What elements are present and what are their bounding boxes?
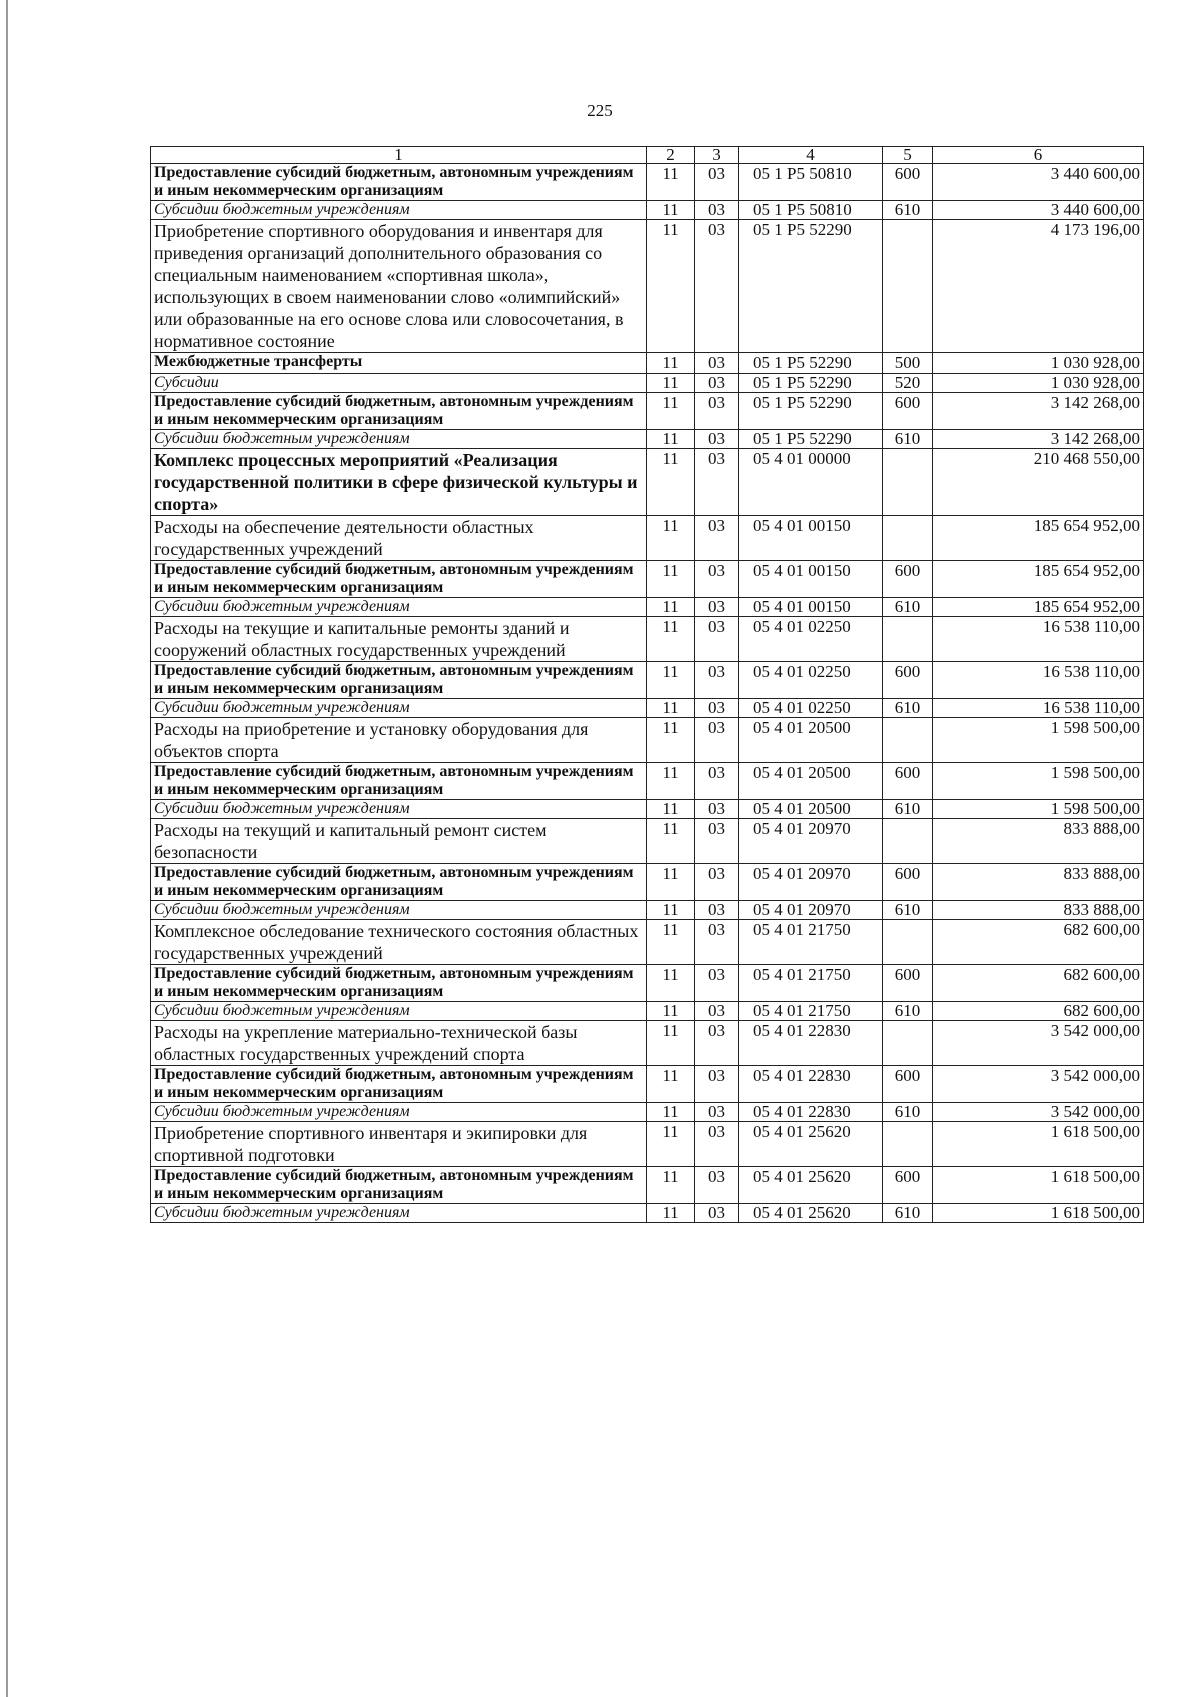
- item-name-cell: Предоставление субсидий бюджетным, автономным учреждениям и иным некоммерческим организациям: [151, 1066, 647, 1103]
- expense-type-code-cell: [883, 819, 933, 864]
- item-name-cell: Субсидии: [151, 374, 647, 393]
- subsection-code-cell: 03: [695, 353, 739, 374]
- section-code-cell: 11: [647, 718, 695, 763]
- expense-type-code-cell: 500: [883, 353, 933, 374]
- expense-type-code-cell: 600: [883, 965, 933, 1002]
- section-code-cell: 11: [647, 353, 695, 374]
- page-number: 225: [587, 101, 613, 120]
- table-row: [151, 901, 1144, 920]
- subsection-code-cell: 03: [695, 393, 739, 430]
- item-name-cell: Предоставление субсидий бюджетным, автономным учреждениям и иным некоммерческим организациям: [151, 1167, 647, 1204]
- header-cell-2: 2: [647, 147, 695, 164]
- target-article-code-cell: 05 4 01 00000: [739, 449, 883, 516]
- expense-type-code-cell: [883, 1122, 933, 1167]
- amount-cell: 833 888,00: [933, 901, 1144, 920]
- amount-cell: 4 173 196,00: [933, 220, 1144, 353]
- target-article-code-cell: 05 4 01 25620: [739, 1204, 883, 1223]
- target-article-code-cell: 05 4 01 20500: [739, 800, 883, 819]
- section-code-cell: 11: [647, 819, 695, 864]
- subsection-code-cell: 03: [695, 718, 739, 763]
- table-row: [151, 920, 1144, 965]
- target-article-code-cell: 05 4 01 25620: [739, 1122, 883, 1167]
- section-code-cell: 11: [647, 617, 695, 662]
- item-name-cell: Субсидии бюджетным учреждениям: [151, 1002, 647, 1021]
- section-code-cell: 11: [647, 1204, 695, 1223]
- target-article-code-cell: 05 4 01 20970: [739, 901, 883, 920]
- table-row: [151, 1002, 1144, 1021]
- item-name-cell: Расходы на обеспечение деятельности областных государственных учреждений: [151, 516, 647, 561]
- section-code-cell: 11: [647, 220, 695, 353]
- table-row: [151, 201, 1144, 220]
- item-name-cell: Субсидии бюджетным учреждениям: [151, 699, 647, 718]
- item-name-cell: Субсидии бюджетным учреждениям: [151, 430, 647, 449]
- amount-cell: 1 618 500,00: [933, 1122, 1144, 1167]
- expense-type-code-cell: 600: [883, 662, 933, 699]
- expense-type-code-cell: 610: [883, 598, 933, 617]
- item-name-cell: Комплекс процессных мероприятий «Реализация государственной политики в сфере физической культуры и спорта»: [151, 449, 647, 516]
- item-name-cell: Приобретение спортивного оборудования и инвентаря для приведения организаций дополнительного образования со специальным наименованием «спортивная школа», использующих в своем наименовании слово «олимпийский» или образованные на его основе слова или словосочетания, в нормативное состояние: [151, 220, 647, 353]
- expense-type-code-cell: 600: [883, 763, 933, 800]
- expense-type-code-cell: 600: [883, 393, 933, 430]
- item-name-cell: Субсидии бюджетным учреждениям: [151, 1204, 647, 1223]
- section-code-cell: 11: [647, 965, 695, 1002]
- section-code-cell: 11: [647, 164, 695, 201]
- section-code-cell: 11: [647, 1021, 695, 1066]
- amount-cell: 1 618 500,00: [933, 1204, 1144, 1223]
- amount-cell: 3 142 268,00: [933, 430, 1144, 449]
- section-code-cell: 11: [647, 561, 695, 598]
- amount-cell: 3 542 000,00: [933, 1066, 1144, 1103]
- table-row: [151, 561, 1144, 598]
- target-article-code-cell: 05 1 P5 52290: [739, 393, 883, 430]
- subsection-code-cell: 03: [695, 164, 739, 201]
- section-code-cell: 11: [647, 1002, 695, 1021]
- target-article-code-cell: 05 4 01 21750: [739, 920, 883, 965]
- section-code-cell: 11: [647, 374, 695, 393]
- expense-type-code-cell: 610: [883, 1103, 933, 1122]
- subsection-code-cell: 03: [695, 1066, 739, 1103]
- table-row: [151, 1103, 1144, 1122]
- header-cell-4: 4: [739, 147, 883, 164]
- item-name-cell: Приобретение спортивного инвентаря и экипировки для спортивной подготовки: [151, 1122, 647, 1167]
- subsection-code-cell: 03: [695, 920, 739, 965]
- table-row: [151, 965, 1144, 1002]
- amount-cell: 1 618 500,00: [933, 1167, 1144, 1204]
- expense-type-code-cell: 610: [883, 430, 933, 449]
- table-row: [151, 1122, 1144, 1167]
- scan-edge-line: [6, 0, 8, 1697]
- target-article-code-cell: 05 1 P5 52290: [739, 430, 883, 449]
- subsection-code-cell: 03: [695, 1002, 739, 1021]
- expense-type-code-cell: 600: [883, 164, 933, 201]
- target-article-code-cell: 05 4 01 02250: [739, 699, 883, 718]
- expense-type-code-cell: [883, 516, 933, 561]
- item-name-cell: Предоставление субсидий бюджетным, автономным учреждениям и иным некоммерческим организациям: [151, 864, 647, 901]
- table-row: [151, 662, 1144, 699]
- section-code-cell: 11: [647, 201, 695, 220]
- target-article-code-cell: 05 1 P5 52290: [739, 374, 883, 393]
- target-article-code-cell: 05 4 01 20970: [739, 864, 883, 901]
- section-code-cell: 11: [647, 449, 695, 516]
- subsection-code-cell: 03: [695, 1204, 739, 1223]
- target-article-code-cell: 05 4 01 00150: [739, 598, 883, 617]
- expense-type-code-cell: [883, 920, 933, 965]
- target-article-code-cell: 05 4 01 20500: [739, 763, 883, 800]
- table-row: [151, 353, 1144, 374]
- item-name-cell: Субсидии бюджетным учреждениям: [151, 901, 647, 920]
- expense-type-code-cell: 600: [883, 1066, 933, 1103]
- amount-cell: 3 440 600,00: [933, 164, 1144, 201]
- section-code-cell: 11: [647, 393, 695, 430]
- table-row: [151, 1021, 1144, 1066]
- target-article-code-cell: 05 4 01 21750: [739, 1002, 883, 1021]
- target-article-code-cell: 05 4 01 22830: [739, 1066, 883, 1103]
- section-code-cell: 11: [647, 598, 695, 617]
- table-row: [151, 1066, 1144, 1103]
- item-name-cell: Предоставление субсидий бюджетным, автономным учреждениям и иным некоммерческим организациям: [151, 662, 647, 699]
- header-cell-3: 3: [695, 147, 739, 164]
- table-row: [151, 220, 1144, 353]
- section-code-cell: 11: [647, 864, 695, 901]
- header-cell-6: 6: [933, 147, 1144, 164]
- expense-type-code-cell: 520: [883, 374, 933, 393]
- section-code-cell: 11: [647, 430, 695, 449]
- amount-cell: 1 030 928,00: [933, 353, 1144, 374]
- amount-cell: 3 542 000,00: [933, 1021, 1144, 1066]
- table-row: [151, 393, 1144, 430]
- subsection-code-cell: 03: [695, 449, 739, 516]
- subsection-code-cell: 03: [695, 430, 739, 449]
- target-article-code-cell: 05 4 01 02250: [739, 662, 883, 699]
- target-article-code-cell: 05 4 01 20970: [739, 819, 883, 864]
- expense-type-code-cell: 600: [883, 864, 933, 901]
- subsection-code-cell: 03: [695, 864, 739, 901]
- section-code-cell: 11: [647, 1066, 695, 1103]
- table-row: [151, 699, 1144, 718]
- subsection-code-cell: 03: [695, 965, 739, 1002]
- subsection-code-cell: 03: [695, 1122, 739, 1167]
- amount-cell: 3 542 000,00: [933, 1103, 1144, 1122]
- expense-type-code-cell: [883, 718, 933, 763]
- amount-cell: 3 142 268,00: [933, 393, 1144, 430]
- table-row: [151, 864, 1144, 901]
- table-row: [151, 1167, 1144, 1204]
- section-code-cell: 11: [647, 1103, 695, 1122]
- section-code-cell: 11: [647, 1167, 695, 1204]
- table-row: [151, 449, 1144, 516]
- target-article-code-cell: 05 4 01 02250: [739, 617, 883, 662]
- amount-cell: 1 598 500,00: [933, 763, 1144, 800]
- table-row: [151, 617, 1144, 662]
- subsection-code-cell: 03: [695, 561, 739, 598]
- item-name-cell: Расходы на текущий и капитальный ремонт систем безопасности: [151, 819, 647, 864]
- table-row: [151, 763, 1144, 800]
- subsection-code-cell: 03: [695, 699, 739, 718]
- amount-cell: 3 440 600,00: [933, 201, 1144, 220]
- budget-table: [150, 146, 1144, 1223]
- expense-type-code-cell: 610: [883, 800, 933, 819]
- header-cell-5: 5: [883, 147, 933, 164]
- item-name-cell: Предоставление субсидий бюджетным, автономным учреждениям и иным некоммерческим организациям: [151, 763, 647, 800]
- header-row: [151, 147, 1144, 164]
- subsection-code-cell: 03: [695, 516, 739, 561]
- target-article-code-cell: 05 1 P5 52290: [739, 220, 883, 353]
- amount-cell: 16 538 110,00: [933, 699, 1144, 718]
- table-row: [151, 819, 1144, 864]
- subsection-code-cell: 03: [695, 374, 739, 393]
- amount-cell: 833 888,00: [933, 819, 1144, 864]
- expense-type-code-cell: [883, 1021, 933, 1066]
- subsection-code-cell: 03: [695, 662, 739, 699]
- amount-cell: 185 654 952,00: [933, 598, 1144, 617]
- section-code-cell: 11: [647, 516, 695, 561]
- table-row: [151, 430, 1144, 449]
- amount-cell: 16 538 110,00: [933, 662, 1144, 699]
- expense-type-code-cell: 610: [883, 201, 933, 220]
- item-name-cell: Предоставление субсидий бюджетным, автономным учреждениям и иным некоммерческим организациям: [151, 393, 647, 430]
- section-code-cell: 11: [647, 920, 695, 965]
- item-name-cell: Субсидии бюджетным учреждениям: [151, 800, 647, 819]
- target-article-code-cell: 05 4 01 00150: [739, 561, 883, 598]
- header-cell-1: 1: [151, 147, 647, 164]
- target-article-code-cell: 05 4 01 22830: [739, 1103, 883, 1122]
- table-row: [151, 164, 1144, 201]
- item-name-cell: Расходы на укрепление материально-технической базы областных государственных учреждений спорта: [151, 1021, 647, 1066]
- expense-type-code-cell: 600: [883, 561, 933, 598]
- item-name-cell: Субсидии бюджетным учреждениям: [151, 201, 647, 220]
- expense-type-code-cell: [883, 449, 933, 516]
- item-name-cell: Субсидии бюджетным учреждениям: [151, 1103, 647, 1122]
- target-article-code-cell: 05 4 01 21750: [739, 965, 883, 1002]
- table-row: [151, 516, 1144, 561]
- subsection-code-cell: 03: [695, 1167, 739, 1204]
- table-body: [151, 147, 1144, 1223]
- subsection-code-cell: 03: [695, 763, 739, 800]
- expense-type-code-cell: 610: [883, 1204, 933, 1223]
- amount-cell: 1 598 500,00: [933, 718, 1144, 763]
- subsection-code-cell: 03: [695, 901, 739, 920]
- expense-type-code-cell: 600: [883, 1167, 933, 1204]
- item-name-cell: Расходы на приобретение и установку оборудования для объектов спорта: [151, 718, 647, 763]
- subsection-code-cell: 03: [695, 1021, 739, 1066]
- target-article-code-cell: 05 1 P5 50810: [739, 201, 883, 220]
- section-code-cell: 11: [647, 800, 695, 819]
- amount-cell: 682 600,00: [933, 920, 1144, 965]
- subsection-code-cell: 03: [695, 201, 739, 220]
- amount-cell: 185 654 952,00: [933, 561, 1144, 598]
- expense-type-code-cell: 610: [883, 699, 933, 718]
- target-article-code-cell: 05 1 P5 50810: [739, 164, 883, 201]
- target-article-code-cell: 05 1 P5 52290: [739, 353, 883, 374]
- subsection-code-cell: 03: [695, 598, 739, 617]
- expense-type-code-cell: 610: [883, 1002, 933, 1021]
- subsection-code-cell: 03: [695, 819, 739, 864]
- section-code-cell: 11: [647, 763, 695, 800]
- amount-cell: 833 888,00: [933, 864, 1144, 901]
- subsection-code-cell: 03: [695, 220, 739, 353]
- subsection-code-cell: 03: [695, 1103, 739, 1122]
- section-code-cell: 11: [647, 699, 695, 718]
- item-name-cell: Расходы на текущие и капитальные ремонты зданий и сооружений областных государственных учреждений: [151, 617, 647, 662]
- target-article-code-cell: 05 4 01 00150: [739, 516, 883, 561]
- amount-cell: 1 030 928,00: [933, 374, 1144, 393]
- item-name-cell: Межбюджетные трансферты: [151, 353, 647, 374]
- table-row: [151, 800, 1144, 819]
- amount-cell: 210 468 550,00: [933, 449, 1144, 516]
- item-name-cell: Субсидии бюджетным учреждениям: [151, 598, 647, 617]
- item-name-cell: Предоставление субсидий бюджетным, автономным учреждениям и иным некоммерческим организациям: [151, 965, 647, 1002]
- target-article-code-cell: 05 4 01 25620: [739, 1167, 883, 1204]
- item-name-cell: Предоставление субсидий бюджетным, автономным учреждениям и иным некоммерческим организациям: [151, 164, 647, 201]
- amount-cell: 682 600,00: [933, 965, 1144, 1002]
- table-row: [151, 598, 1144, 617]
- section-code-cell: 11: [647, 901, 695, 920]
- expense-type-code-cell: 610: [883, 901, 933, 920]
- target-article-code-cell: 05 4 01 22830: [739, 1021, 883, 1066]
- section-code-cell: 11: [647, 1122, 695, 1167]
- table-row: [151, 374, 1144, 393]
- amount-cell: 682 600,00: [933, 1002, 1144, 1021]
- table-row: [151, 1204, 1144, 1223]
- item-name-cell: Предоставление субсидий бюджетным, автономным учреждениям и иным некоммерческим организациям: [151, 561, 647, 598]
- amount-cell: 185 654 952,00: [933, 516, 1144, 561]
- amount-cell: 1 598 500,00: [933, 800, 1144, 819]
- section-code-cell: 11: [647, 662, 695, 699]
- amount-cell: 16 538 110,00: [933, 617, 1144, 662]
- expense-type-code-cell: [883, 220, 933, 353]
- table-row: [151, 718, 1144, 763]
- subsection-code-cell: 03: [695, 800, 739, 819]
- item-name-cell: Комплексное обследование технического состояния областных государственных учреждений: [151, 920, 647, 965]
- target-article-code-cell: 05 4 01 20500: [739, 718, 883, 763]
- expense-type-code-cell: [883, 617, 933, 662]
- subsection-code-cell: 03: [695, 617, 739, 662]
